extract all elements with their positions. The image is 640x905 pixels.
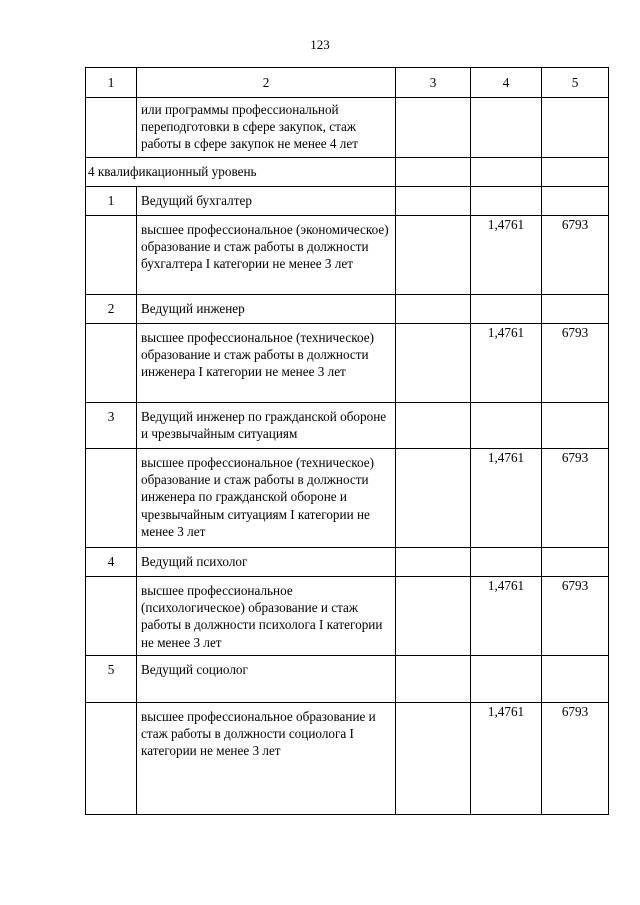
cell-empty	[542, 656, 609, 703]
table-row	[86, 98, 609, 158]
cell-empty	[542, 403, 609, 449]
header-col-5: 5	[542, 68, 609, 98]
position-requirement-row	[86, 324, 609, 403]
level-heading-row	[86, 158, 609, 187]
position-salary: 6793	[542, 449, 609, 548]
position-title: Ведущий психолог	[137, 548, 396, 577]
header-col-1: 1	[86, 68, 137, 98]
position-salary: 6793	[542, 324, 609, 403]
position-title-row	[86, 656, 609, 703]
table-header-row	[86, 68, 609, 98]
cell-empty	[396, 216, 471, 295]
cell-empty	[396, 577, 471, 656]
position-coefficient: 1,4761	[471, 324, 542, 403]
cell-empty	[86, 216, 137, 295]
position-title: Ведущий социолог	[137, 656, 396, 703]
position-number: 3	[86, 403, 137, 449]
cell-empty	[396, 158, 471, 187]
cell-empty	[471, 158, 542, 187]
position-requirement-row	[86, 577, 609, 656]
position-coefficient: 1,4761	[471, 703, 542, 815]
position-title-row	[86, 403, 609, 449]
cell-empty	[86, 324, 137, 403]
cell-empty	[471, 656, 542, 703]
position-salary: 6793	[542, 216, 609, 295]
cell-empty	[542, 98, 609, 158]
cell-empty	[396, 548, 471, 577]
level-heading: 4 квалификационный уровень	[86, 158, 396, 187]
header-col-3: 3	[396, 68, 471, 98]
position-requirement: высшее профессиональное образование и стаж работы в должности социолога I категории не менее 3 лет	[137, 703, 396, 815]
position-number: 4	[86, 548, 137, 577]
position-title-row	[86, 295, 609, 324]
cell-empty	[542, 548, 609, 577]
cell-empty	[471, 403, 542, 449]
position-number: 2	[86, 295, 137, 324]
position-number: 1	[86, 187, 137, 216]
cell-empty	[542, 158, 609, 187]
cell-empty	[471, 98, 542, 158]
position-title: Ведущий инженер по гражданской обороне и чрезвычайным ситуациям	[137, 403, 396, 449]
cell-empty	[471, 295, 542, 324]
cell-empty	[542, 295, 609, 324]
position-title-row	[86, 548, 609, 577]
position-title: Ведущий бухгалтер	[137, 187, 396, 216]
continuation-text: или программы профессиональной переподготовки в сфере закупок, стаж работы в сфере закупок не менее 4 лет	[141, 102, 358, 152]
position-title-row	[86, 187, 609, 216]
page-number: 123	[310, 37, 330, 52]
position-requirement: высшее профессиональное (психологическое) образование и стаж работы в должности психолога I категории не менее 3 лет	[137, 577, 396, 656]
header-col-4: 4	[471, 68, 542, 98]
position-coefficient: 1,4761	[471, 577, 542, 656]
cell-empty	[396, 703, 471, 815]
cell-empty	[396, 403, 471, 449]
position-requirement: высшее профессиональное (техническое) образование и стаж работы в должности инженера по гражданской обороне и чрезвычайным ситуациям I категории не менее 3 лет	[137, 449, 396, 548]
cell-empty	[86, 98, 137, 158]
qualification-table	[85, 67, 609, 815]
position-salary: 6793	[542, 703, 609, 815]
cell-empty	[86, 703, 137, 815]
cell-empty	[471, 548, 542, 577]
continuation-text-cell	[137, 98, 396, 158]
cell-empty	[396, 656, 471, 703]
position-requirement: высшее профессиональное (техническое) образование и стаж работы в должности инженера I категории не менее 3 лет	[137, 324, 396, 403]
position-requirement: высшее профессиональное (экономическое) образование и стаж работы в должности бухгалтера I категории не менее 3 лет	[137, 216, 396, 295]
position-requirement-row	[86, 703, 609, 815]
position-requirement-row	[86, 216, 609, 295]
position-salary: 6793	[542, 577, 609, 656]
cell-empty	[396, 449, 471, 548]
cell-empty	[396, 324, 471, 403]
cell-empty	[471, 187, 542, 216]
position-coefficient: 1,4761	[471, 216, 542, 295]
header-col-2: 2	[137, 68, 396, 98]
position-requirement-row	[86, 449, 609, 548]
cell-empty	[542, 187, 609, 216]
cell-empty	[396, 295, 471, 324]
position-title: Ведущий инженер	[137, 295, 396, 324]
position-coefficient: 1,4761	[471, 449, 542, 548]
cell-empty	[396, 98, 471, 158]
position-number: 5	[86, 656, 137, 703]
cell-empty	[86, 449, 137, 548]
cell-empty	[86, 577, 137, 656]
cell-empty	[396, 187, 471, 216]
